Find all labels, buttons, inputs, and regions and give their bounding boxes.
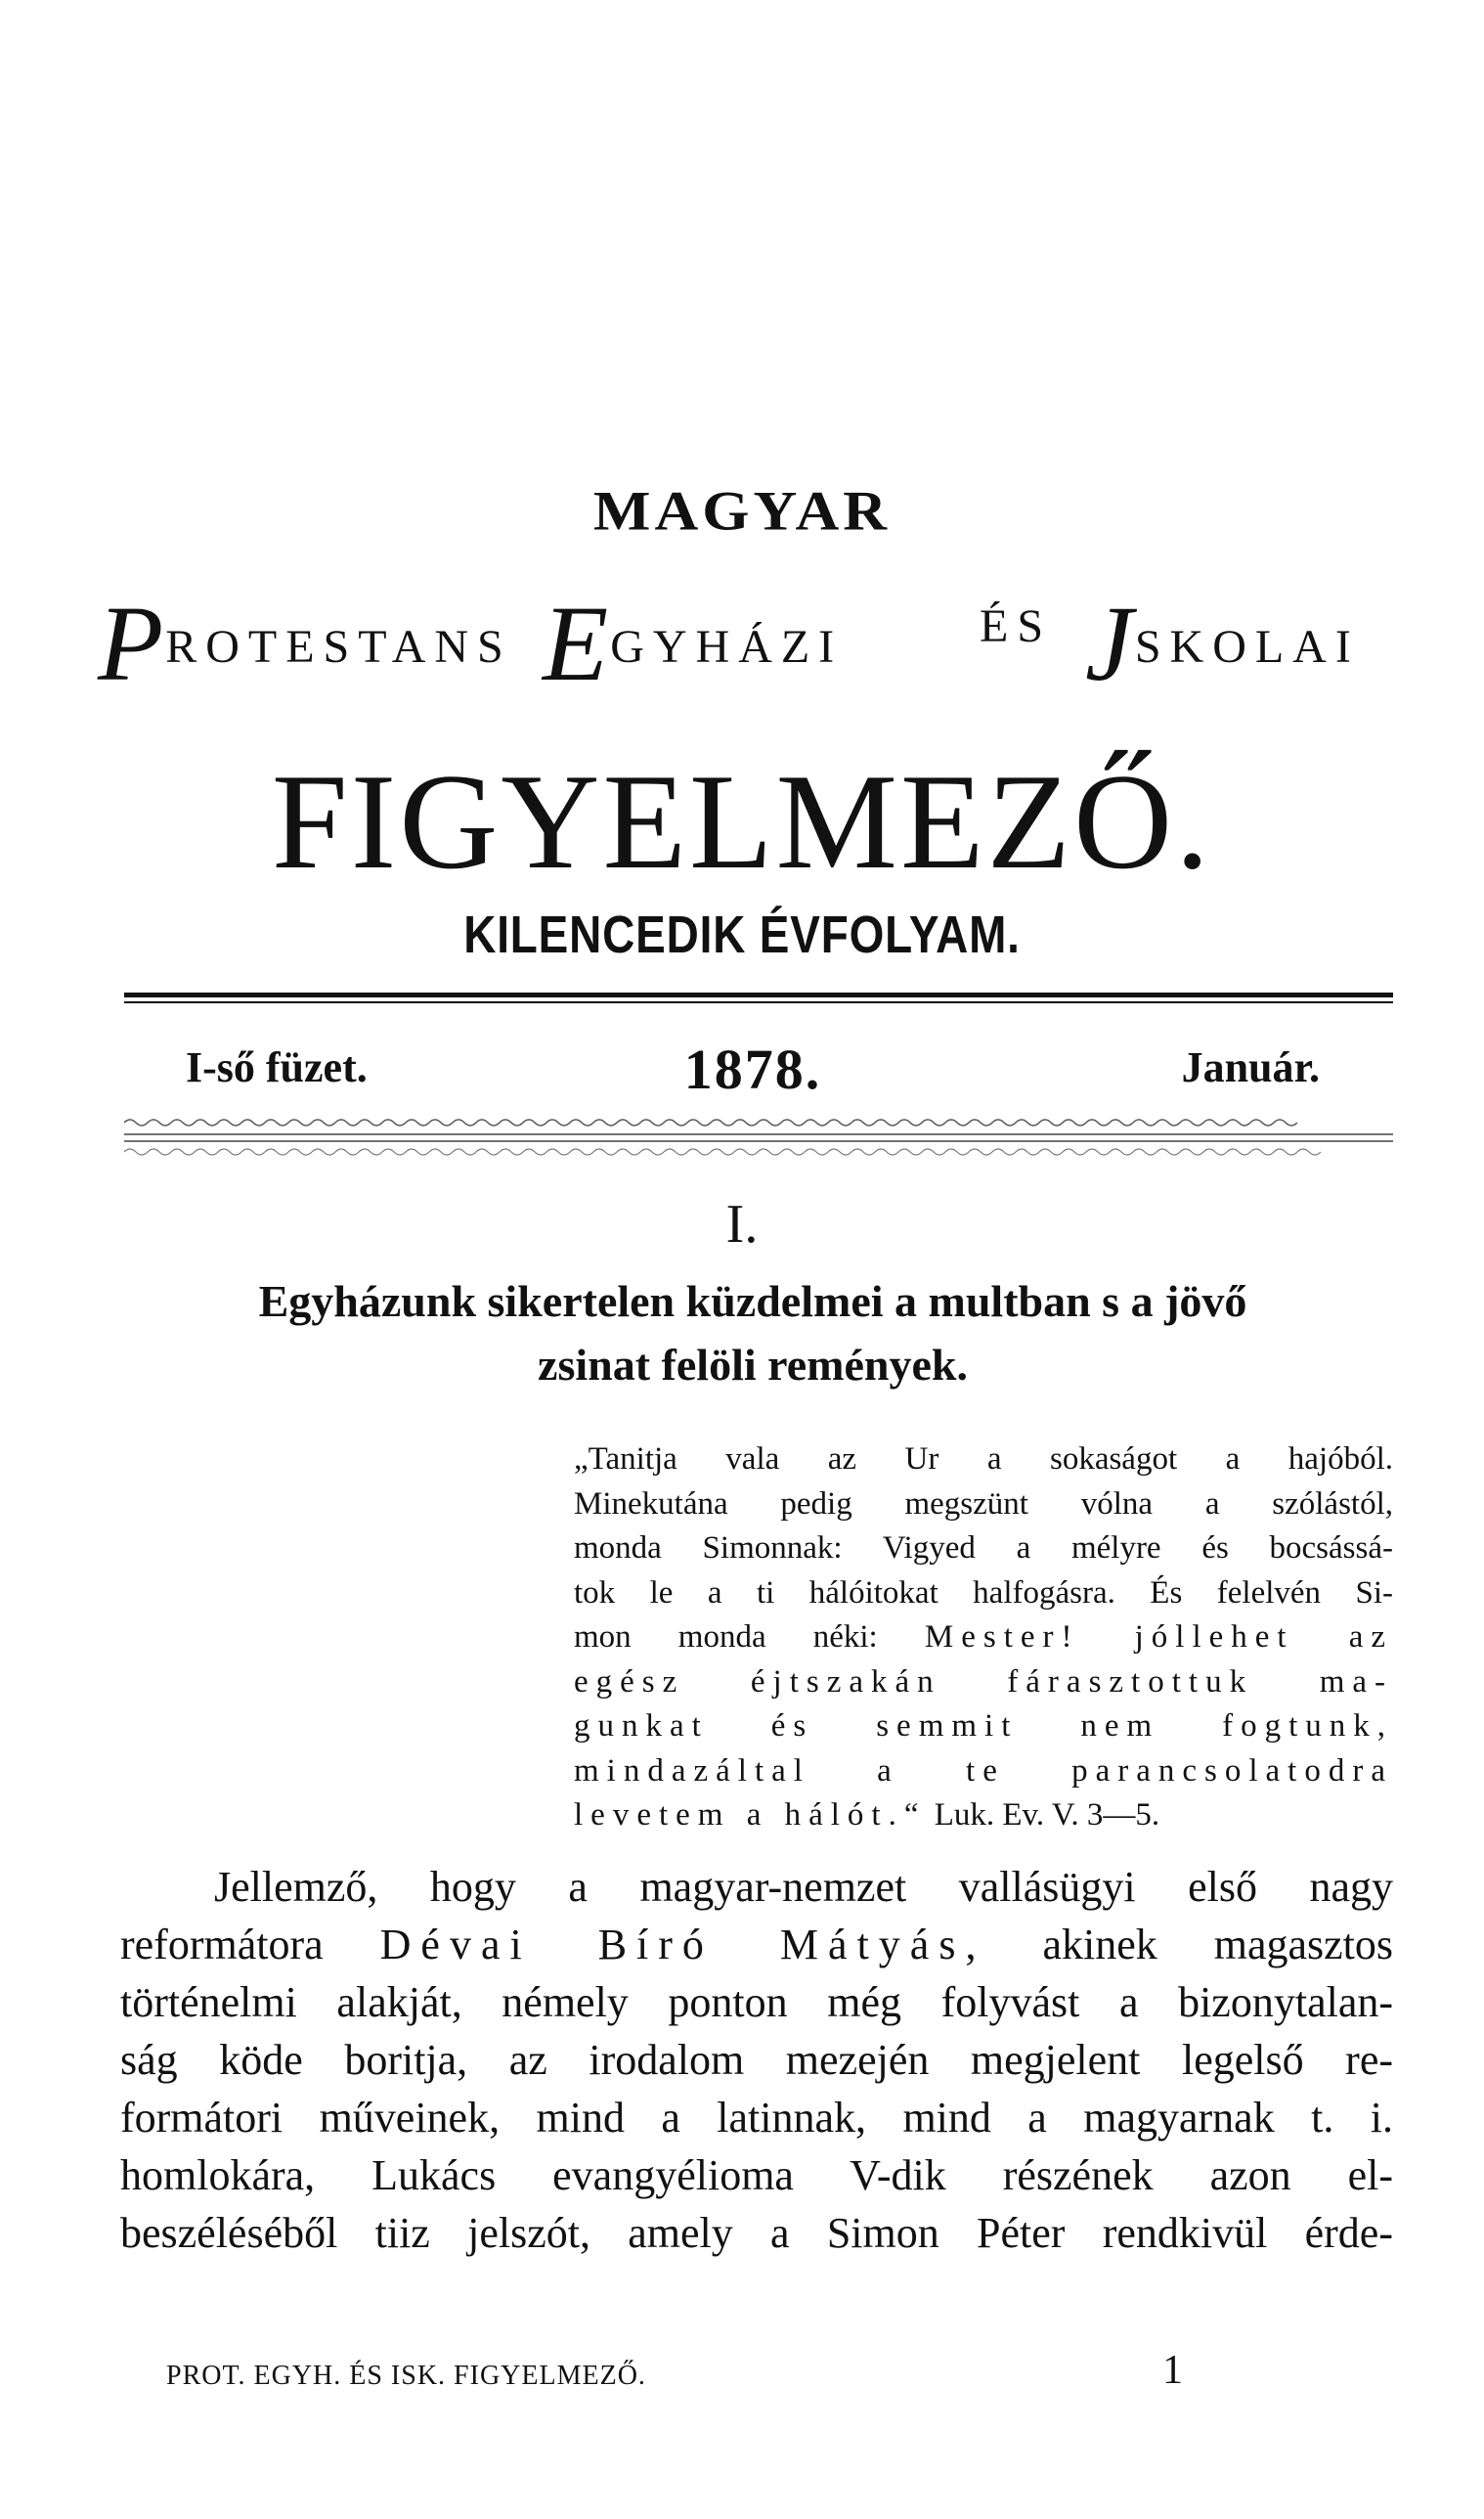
article-title-line: zsinat felöli remények.	[538, 1340, 968, 1390]
epigraph-line: egész éjtszakán fárasztottuk ma-	[574, 1663, 1393, 1700]
body-line: történelmi alakját, némely ponton még folyvást a bizonytalan-	[120, 1978, 1393, 2026]
epigraph-line: „Tanitja vala az Ur a sokaságot a hajóból.	[574, 1441, 1393, 1477]
article-title	[147, 1269, 1359, 1396]
epigraph	[574, 1437, 1393, 1838]
epigraph-line: levetem a hálót.“ Luk. Ev. V. 3—5.	[574, 1797, 1160, 1833]
issue-month: Január.	[1181, 1043, 1320, 1091]
issue-info	[186, 1037, 1320, 1105]
running-title: PROT. EGYH. ÉS ISK. FIGYELMEZŐ.	[166, 2361, 646, 2391]
masthead-title: FIGYELMEZŐ.	[271, 746, 1213, 898]
subtitle-word-egyhazi: EGYHÁZI	[543, 584, 844, 703]
epigraph-line: Minekutána pedig megszünt vólna a szólástól,	[574, 1485, 1393, 1522]
body-line: reformátora Dévai Bíró Mátyás, akinek magasztos	[120, 1921, 1394, 1968]
body-emphasis-name: Dévai Bíró Mátyás,	[379, 1921, 986, 1968]
masthead-subtitle	[98, 572, 1398, 703]
subtitle-word-protestans: PROTESTANS	[98, 584, 512, 703]
epigraph-line: mindazáltal a te parancsolatodra	[574, 1752, 1393, 1789]
issue-number: I-ső füzet.	[186, 1043, 368, 1091]
epigraph-line: gunkat és semmit nem fogtunk,	[574, 1708, 1393, 1744]
chapter-numeral: I.	[725, 1194, 759, 1255]
body-paragraph	[120, 1858, 1393, 2262]
epigraph-line: mon monda néki: Mester! jóllehet az	[574, 1619, 1394, 1655]
page-footer	[166, 2347, 1242, 2406]
page-number: 1	[1162, 2348, 1183, 2393]
subtitle-word-iskolai: JSKOLAI	[1085, 584, 1360, 703]
masthead-top-line: MAGYAR	[592, 480, 892, 543]
body-line: Jellemző, hogy a magyar-nemzet vallásügyi első nagy	[214, 1863, 1393, 1911]
header-rule-thick	[124, 993, 1393, 997]
subtitle-word-es: ÉS	[980, 600, 1053, 652]
issue-year: 1878.	[683, 1038, 822, 1101]
volume-label: KILENCEDIK ÉVFOLYAM.	[463, 906, 1021, 964]
ornamental-rule	[124, 1115, 1393, 1158]
body-line: ság köde boritja, az irodalom mezején megjelent legelső re-	[120, 2036, 1393, 2084]
body-line: homlokára, Lukács evangyélioma V-dik részének azon el-	[120, 2151, 1393, 2199]
header-rule-thin	[124, 1001, 1393, 1003]
epigraph-line: monda Simonnak: Vigyed a mélyre és bocsássá-	[574, 1530, 1393, 1566]
body-line: beszéléséből tiiz jelszót, amely a Simon Péter rendkivül érde-	[120, 2209, 1393, 2257]
epigraph-emphasis: Mester! jóllehet az	[924, 1619, 1394, 1655]
body-line: formátori műveinek, mind a latinnak, mind a magyarnak t. i.	[120, 2094, 1393, 2142]
article-title-line: Egyházunk sikertelen küzdelmei a multban s a jövő	[258, 1276, 1247, 1326]
epigraph-citation: Luk. Ev. V. 3—5.	[934, 1797, 1160, 1833]
epigraph-line: tok le a ti hálóitokat halfogásra. És felelvén Si-	[574, 1574, 1393, 1611]
